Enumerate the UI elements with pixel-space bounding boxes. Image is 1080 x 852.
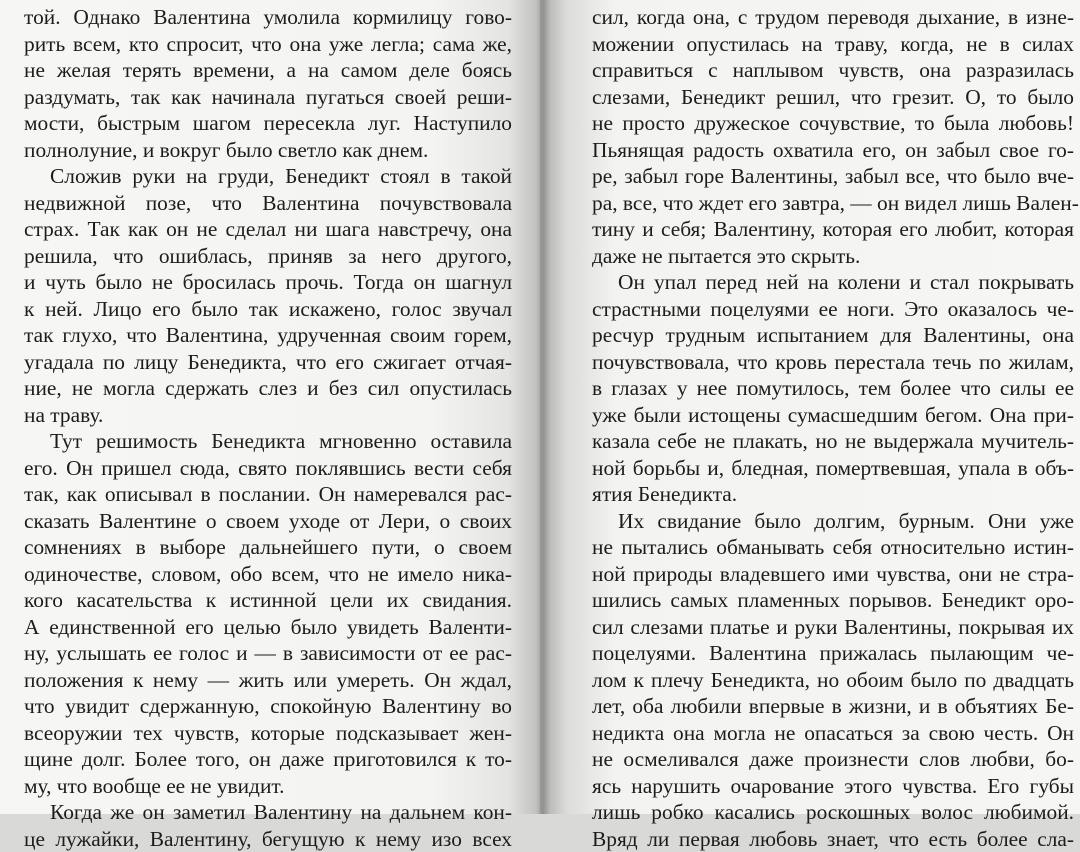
text-line: лишь робко касались роскошных волос любимой. bbox=[592, 799, 1074, 826]
right-page bbox=[540, 0, 1080, 814]
left-page-text bbox=[24, 4, 512, 852]
text-line: так глухо, что Валентина, удрученная своим горем, bbox=[24, 322, 512, 349]
left-page bbox=[0, 0, 540, 814]
text-line: полнолуние, и вокруг было светло как днем. bbox=[24, 137, 512, 164]
text-line: так, как описывал в послании. Он намеревался рас- bbox=[24, 481, 512, 508]
text-line: казала себе не плакать, но не выдержала мучитель- bbox=[592, 428, 1074, 455]
text-line: кого касательства к истинной цели их свидания. bbox=[24, 587, 512, 614]
text-line: сил слезами платье и руки Валентины, покрывая их bbox=[592, 614, 1074, 641]
text-line: щине долг. Более того, он даже приготовился к то- bbox=[24, 746, 512, 773]
text-line: не осмеливался даже произнести слов любви, бо- bbox=[592, 746, 1074, 773]
text-line: не желая терять времени, а на самом деле боясь bbox=[24, 57, 512, 84]
text-line: не просто дружеское сочувствие, то была любовь! bbox=[592, 110, 1074, 137]
text-line: лом к плечу Бенедикта, но обоим было по двадцать bbox=[592, 667, 1074, 694]
text-line: лет, оба любили впервые в жизни, и в объятиях Бе- bbox=[592, 693, 1074, 720]
text-line: положения к нему — жить или умереть. Он ждал, bbox=[24, 667, 512, 694]
text-line: мости, быстрым шагом пересекла луг. Наступило bbox=[24, 110, 512, 137]
text-line: ной природы владевшего ими чувства, они не стра- bbox=[592, 561, 1074, 588]
text-line: поцелуями. Валентина прижалась пылающим че- bbox=[592, 640, 1074, 667]
text-line: всеоружии тех чувств, которые подсказывает жен- bbox=[24, 720, 512, 747]
text-line: ние, не могла сдержать слез и без сил опустилась bbox=[24, 375, 512, 402]
text-line: Когда же он заметил Валентину на дальнем кон- bbox=[24, 799, 512, 826]
text-line: раздумать, так как начинала пугаться своей реши- bbox=[24, 84, 512, 111]
text-line: ра, все, что ждет его завтра, — он видел лишь Вален- bbox=[592, 190, 1074, 217]
text-line: шились самых пламенных порывов. Бенедикт оро- bbox=[592, 587, 1074, 614]
text-line: сил, когда она, с трудом переводя дыхание, в изне- bbox=[592, 4, 1074, 31]
text-line: угадала по лицу Бенедикта, что его сжигает отчая- bbox=[24, 349, 512, 376]
text-line: це лужайки, Валентину, бегущую к нему изо всех bbox=[24, 826, 512, 852]
text-line: уже были истощены сумасшедшим бегом. Она при- bbox=[592, 402, 1074, 429]
text-line: слезами, Бенедикт решил, что грезит. О, то было bbox=[592, 84, 1074, 111]
text-line: Их свидание было долгим, бурным. Они уже bbox=[592, 508, 1074, 535]
text-line: недвижной позе, что Валентина почувствовала bbox=[24, 190, 512, 217]
text-line: ресчур трудным испытанием для Валентины, она bbox=[592, 322, 1074, 349]
text-line: ну, услышать ее голос и — в зависимости от ее рас- bbox=[24, 640, 512, 667]
text-line: тину и себя; Валентину, которая его любит, которая bbox=[592, 216, 1074, 243]
text-line: той. Однако Валентина умолила кормилицу гово- bbox=[24, 4, 512, 31]
text-line: недикта она могла не опасаться за свою честь. Он bbox=[592, 720, 1074, 747]
text-line: ясь нарушить очарование этого чувства. Его губы bbox=[592, 773, 1074, 800]
right-page-text bbox=[592, 4, 1074, 852]
text-line: на траву. bbox=[24, 402, 512, 429]
text-line: Тут решимость Бенедикта мгновенно оставила bbox=[24, 428, 512, 455]
text-line: можении опустилась на траву, когда, не в силах bbox=[592, 31, 1074, 58]
text-line: справиться с наплывом чувств, она разразилась bbox=[592, 57, 1074, 84]
text-line: сомнениях в выборе дальнейшего пути, о своем bbox=[24, 534, 512, 561]
text-line: даже не пытается это скрыть. bbox=[592, 243, 1074, 270]
text-line: сказать Валентине о своем уходе от Лери, о своих bbox=[24, 508, 512, 535]
text-line: решила, что ошиблась, приняв за него другого, bbox=[24, 243, 512, 270]
text-line: Он упал перед ней на колени и стал покрывать bbox=[592, 269, 1074, 296]
text-line: А единственной его целью было увидеть Валенти- bbox=[24, 614, 512, 641]
text-line: ятия Бенедикта. bbox=[592, 481, 1074, 508]
text-line: Сложив руки на груди, Бенедикт стоял в такой bbox=[24, 163, 512, 190]
text-line: и чуть было не бросилась прочь. Тогда он шагнул bbox=[24, 269, 512, 296]
text-line: страх. Так как он не сделал ни шага навстречу, она bbox=[24, 216, 512, 243]
text-line: му, что вообще ее не увидит. bbox=[24, 773, 512, 800]
text-line: Пьянящая радость охватила его, он забыл свое го- bbox=[592, 137, 1074, 164]
text-line: страстными поцелуями ее ноги. Это оказалось че- bbox=[592, 296, 1074, 323]
text-line: почувствовала, что кровь перестала течь по жилам, bbox=[592, 349, 1074, 376]
text-line: что увидит сдержанную, спокойную Валентину во bbox=[24, 693, 512, 720]
text-line: рить всем, кто спросит, что она уже легла; сама же, bbox=[24, 31, 512, 58]
text-line: в глазах у нее помутилось, тем более что силы ее bbox=[592, 375, 1074, 402]
text-line: его. Он пришел сюда, свято поклявшись вести себя bbox=[24, 455, 512, 482]
text-line: к ней. Лицо его было так искажено, голос звучал bbox=[24, 296, 512, 323]
text-line: одиночестве, словом, обо всем, что не имело ника- bbox=[24, 561, 512, 588]
text-line: Вряд ли первая любовь знает, что есть более сла- bbox=[592, 826, 1074, 852]
text-line: не пытались обманывать себя относительно истин- bbox=[592, 534, 1074, 561]
text-line: ре, забыл горе Валентины, забыл все, что было вче- bbox=[592, 163, 1074, 190]
text-line: ной борьбы и, бледная, помертвевшая, упала в объ- bbox=[592, 455, 1074, 482]
